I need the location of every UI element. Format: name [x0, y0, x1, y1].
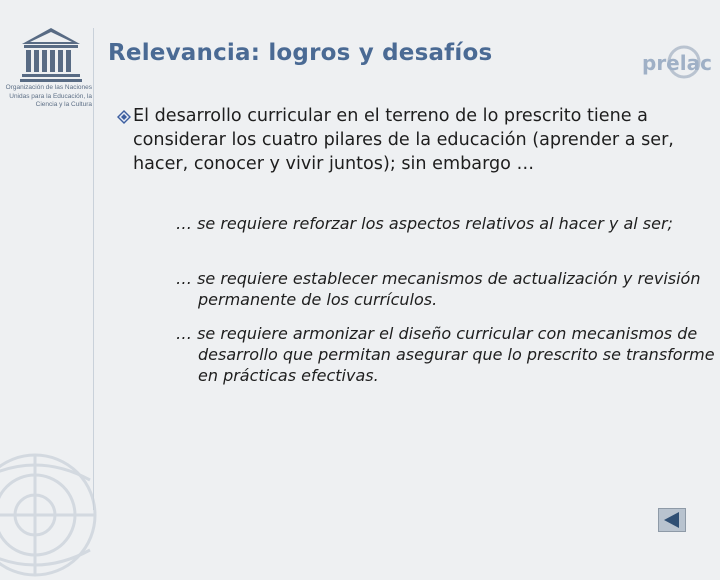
sidebar [0, 0, 92, 540]
slide-title: Relevancia: logros y desafíos [108, 40, 493, 66]
sub-point-2: … se requiere establecer mecanismos de actualización y revisión permanente de los currículos. [176, 269, 701, 309]
sub-point-1: … se requiere reforzar los aspectos relativos al hacer y al ser; [176, 214, 673, 233]
unesco-logo [20, 26, 82, 84]
prelac-logo [640, 42, 720, 82]
main-point: El desarrollo curricular en el terreno de lo prescrito tiene a considerar los cuatro pilares de la educación (aprender a ser, hacer, conocer y vivir juntos); sin embargo … [133, 106, 674, 174]
sub-point-3: … se requiere armonizar el diseño curricular con mecanismos de desarrollo que permitan asegurar que lo prescrito se transforme en prácticas efectivas. [176, 324, 715, 385]
back-button[interactable] [658, 508, 686, 532]
unesco-caption: Organización de las Naciones Unidas para la Educación, la Ciencia y la Cultura [5, 84, 92, 108]
prelac-logo-text: prelac [642, 51, 712, 75]
sidebar-divider [93, 28, 94, 510]
back-arrow-icon [662, 511, 682, 529]
diamond-bullet-icon [117, 110, 131, 124]
